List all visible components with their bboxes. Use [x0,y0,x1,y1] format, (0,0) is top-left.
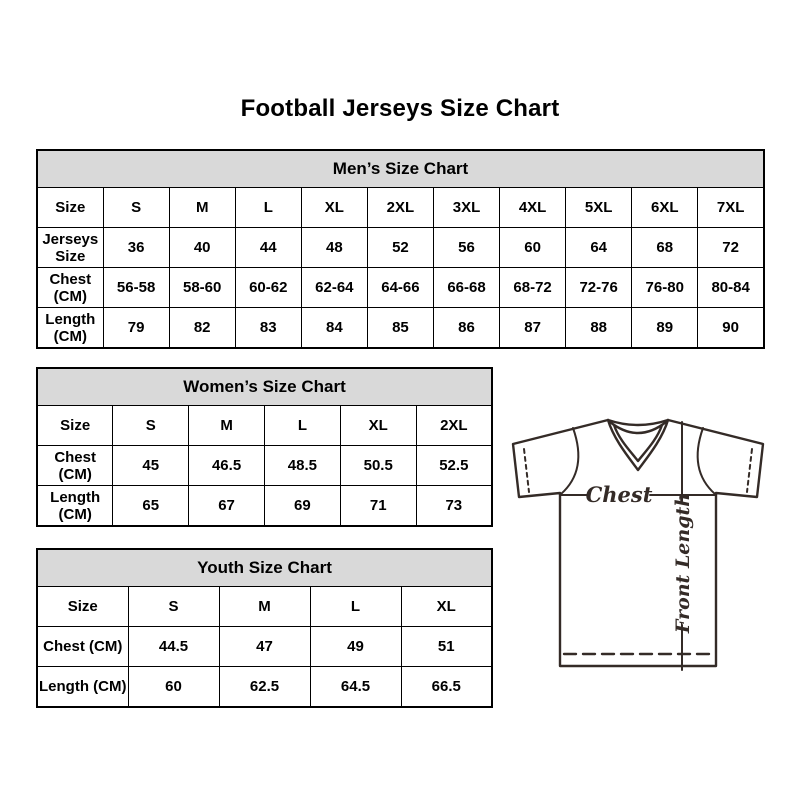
row-label: Length (CM) [37,486,113,527]
row-label: Length (CM) [37,308,103,349]
value-cell: 86 [433,308,499,349]
value-cell: 6XL [632,188,698,228]
value-cell: 71 [340,486,416,527]
value-cell: 64 [566,228,632,268]
value-cell: 82 [169,308,235,349]
table-header-row [37,150,764,188]
value-cell: 49 [310,627,401,667]
table-row [37,228,764,268]
value-cell: XL [401,587,492,627]
row-label: Size [37,406,113,446]
value-cell: 5XL [566,188,632,228]
mens-size-table [36,149,765,349]
value-cell: S [113,406,189,446]
table-row [37,308,764,349]
row-label: Size [37,587,128,627]
value-cell: M [189,406,265,446]
table-row [37,486,492,527]
youth-size-table [36,548,493,708]
value-cell: 48 [301,228,367,268]
table-row [37,446,492,486]
value-cell: 44.5 [128,627,219,667]
value-cell: 66.5 [401,667,492,708]
table-row [37,406,492,446]
value-cell: 76-80 [632,268,698,308]
value-cell: 90 [698,308,764,349]
value-cell: 84 [301,308,367,349]
value-cell: 64.5 [310,667,401,708]
value-cell: 66-68 [433,268,499,308]
page-title: Football Jerseys Size Chart [240,95,560,122]
value-cell: 2XL [416,406,492,446]
value-cell: 85 [367,308,433,349]
chest-measure-label: Chest [585,482,653,507]
table-header-row [37,368,492,406]
value-cell: 58-60 [169,268,235,308]
value-cell: 52.5 [416,446,492,486]
table-row [37,587,492,627]
value-cell: 46.5 [189,446,265,486]
value-cell: 47 [219,627,310,667]
row-label: Chest (CM) [37,446,113,486]
value-cell: 89 [632,308,698,349]
womens-size-table [36,367,493,527]
value-cell: 2XL [367,188,433,228]
value-cell: 72 [698,228,764,268]
value-cell: 80-84 [698,268,764,308]
value-cell: 40 [169,228,235,268]
value-cell: 45 [113,446,189,486]
value-cell: L [264,406,340,446]
value-cell: 62.5 [219,667,310,708]
value-cell: M [219,587,310,627]
table-row [37,667,492,708]
value-cell: S [103,188,169,228]
value-cell: 7XL [698,188,764,228]
value-cell: M [169,188,235,228]
row-label: Chest (CM) [37,268,103,308]
value-cell: L [310,587,401,627]
value-cell: 64-66 [367,268,433,308]
value-cell: XL [301,188,367,228]
value-cell: 44 [235,228,301,268]
table-title: Women’s Size Chart [37,368,492,406]
table-title: Youth Size Chart [37,549,492,587]
value-cell: 4XL [500,188,566,228]
value-cell: 51 [401,627,492,667]
table-row [37,268,764,308]
value-cell: 79 [103,308,169,349]
row-label: Length (CM) [37,667,128,708]
table-title: Men’s Size Chart [37,150,764,188]
value-cell: 3XL [433,188,499,228]
value-cell: 56-58 [103,268,169,308]
value-cell: 50.5 [340,446,416,486]
table-header-row [37,549,492,587]
value-cell: 68 [632,228,698,268]
value-cell: 48.5 [264,446,340,486]
row-label: Jerseys Size [37,228,103,268]
value-cell: 52 [367,228,433,268]
value-cell: 68-72 [500,268,566,308]
value-cell: 56 [433,228,499,268]
value-cell: 36 [103,228,169,268]
table-row [37,188,764,228]
value-cell: 72-76 [566,268,632,308]
row-label: Chest (CM) [37,627,128,667]
value-cell: 73 [416,486,492,527]
value-cell: 60 [128,667,219,708]
front-length-measure-label: Front Length [672,492,694,634]
jersey-outline [513,420,763,666]
value-cell: 60 [500,228,566,268]
jersey-measurement-diagram [493,398,785,683]
value-cell: 62-64 [301,268,367,308]
table-row [37,627,492,667]
value-cell: S [128,587,219,627]
value-cell: 60-62 [235,268,301,308]
value-cell: 87 [500,308,566,349]
value-cell: 69 [264,486,340,527]
value-cell: 83 [235,308,301,349]
value-cell: XL [340,406,416,446]
jersey-illustration [493,398,785,683]
row-label: Size [37,188,103,228]
value-cell: 65 [113,486,189,527]
value-cell: 67 [189,486,265,527]
value-cell: L [235,188,301,228]
value-cell: 88 [566,308,632,349]
